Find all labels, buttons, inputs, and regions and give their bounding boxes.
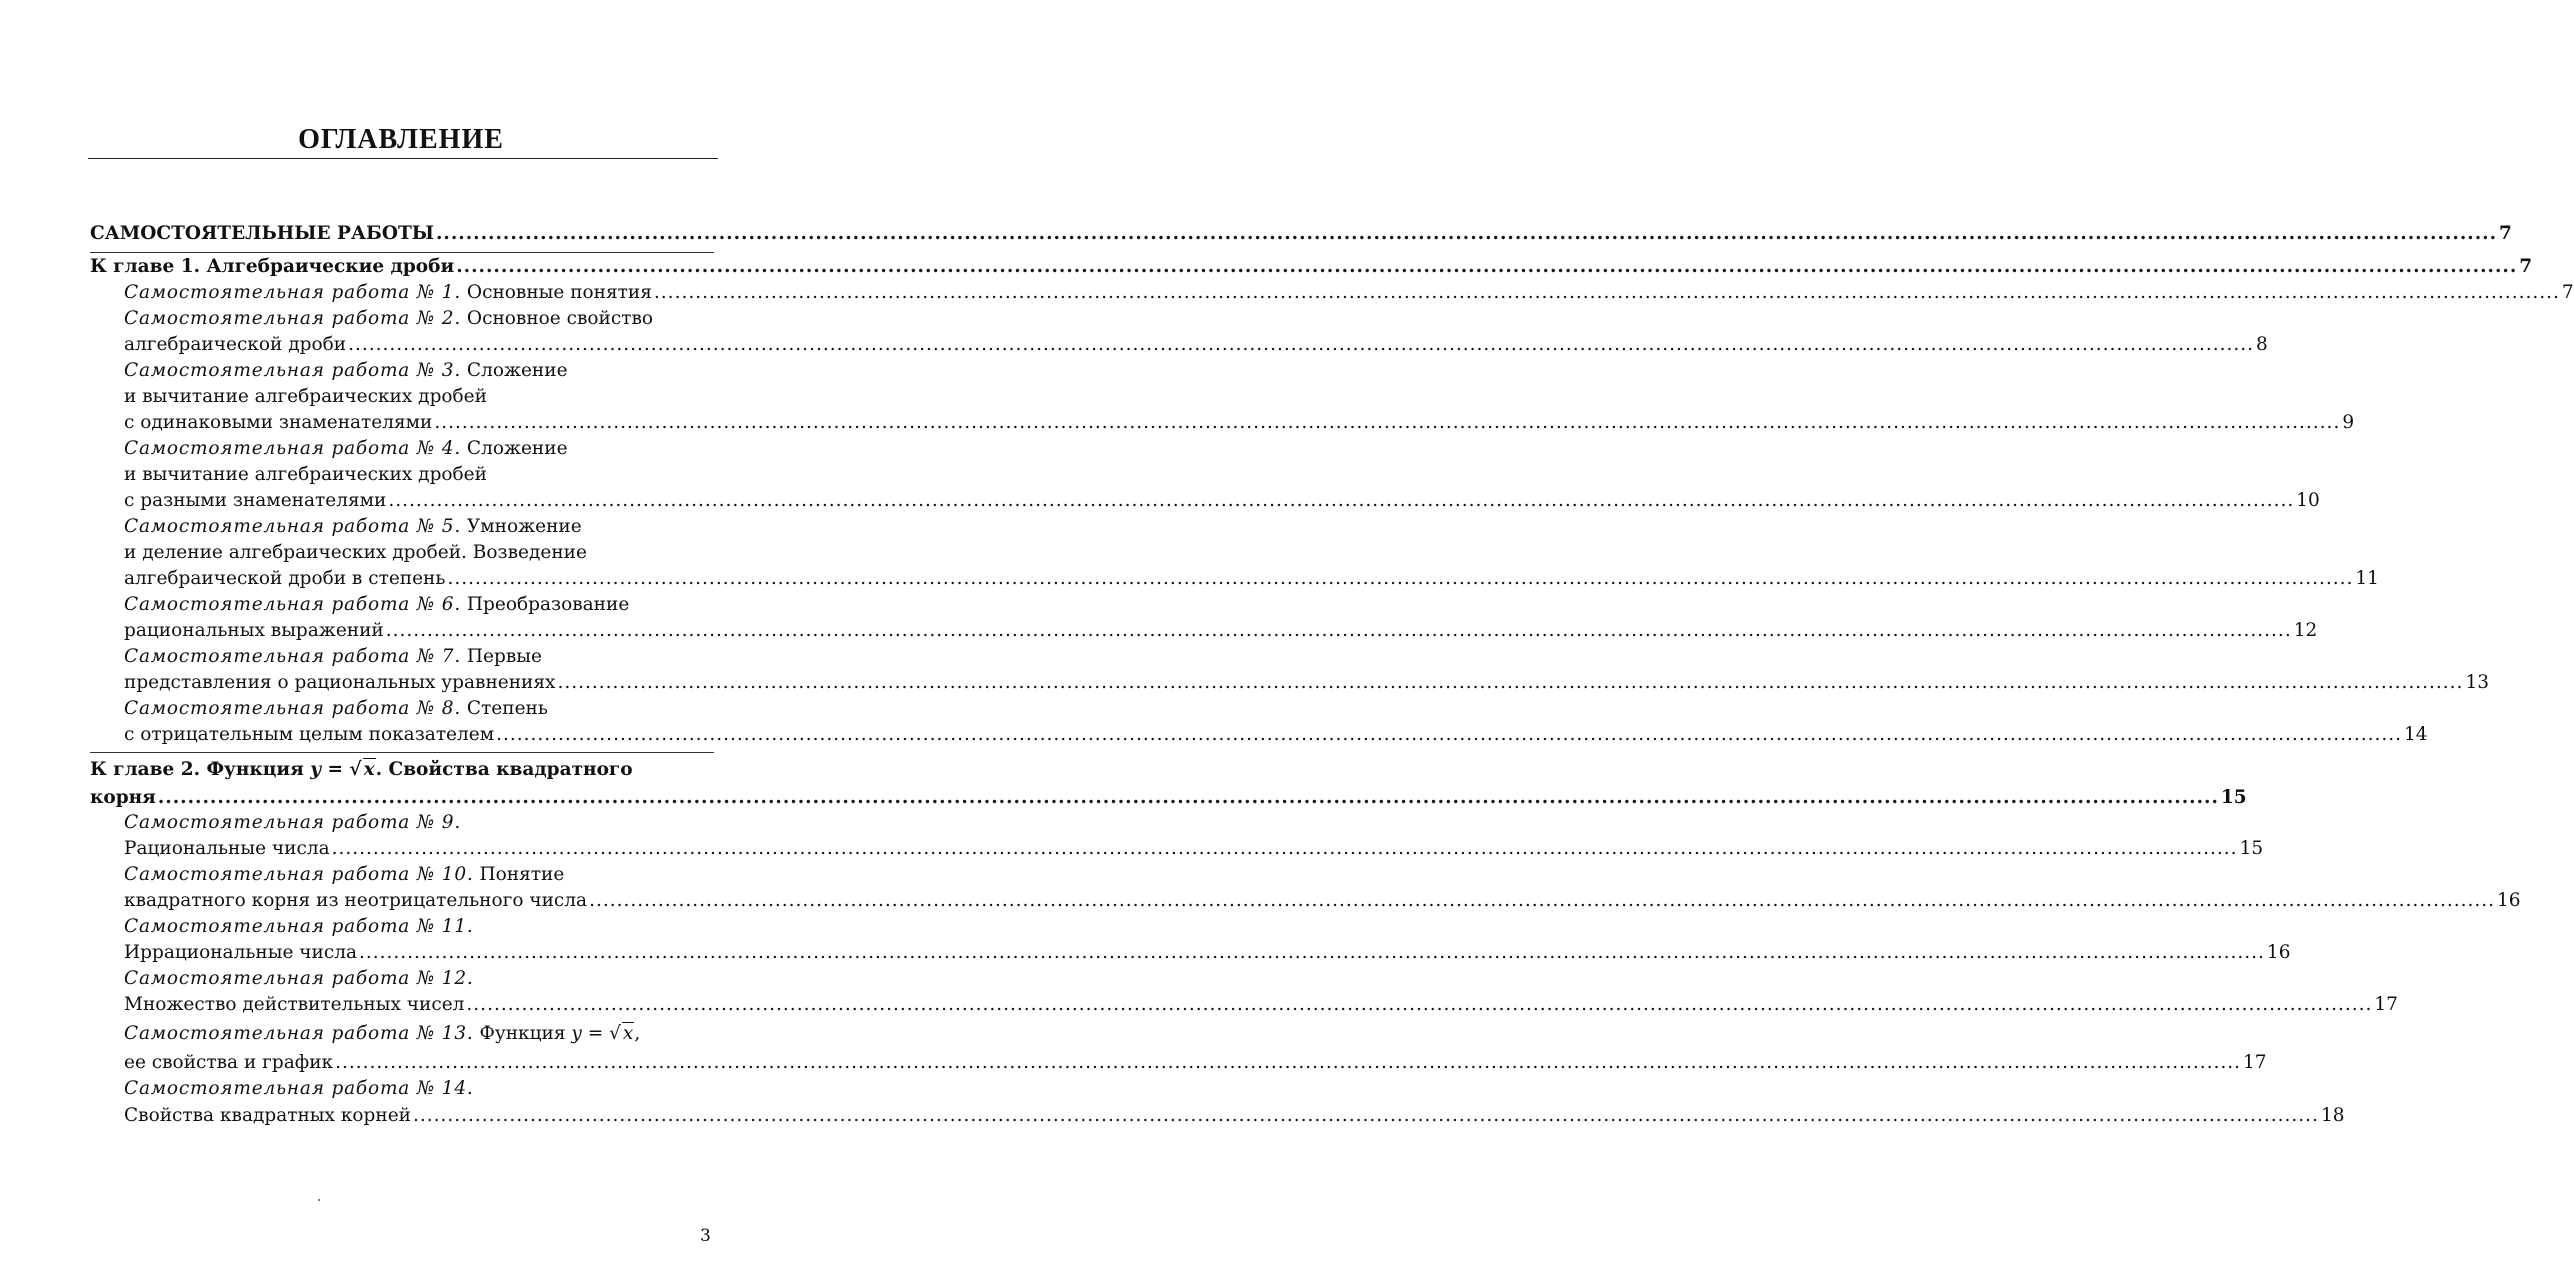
entry-title: алгебраической дроби в степень <box>124 568 446 589</box>
toc-entry-work-14[interactable] <box>0 1076 926 1102</box>
toc-entry-work-1[interactable] <box>0 280 2574 306</box>
entry-page: 15 <box>2220 787 2247 808</box>
entry-title: Основные понятия <box>461 282 652 303</box>
dot-leader <box>434 410 2340 436</box>
entry-page: 10 <box>2296 490 2320 511</box>
dot-leader <box>158 785 2219 811</box>
entry-title: Умножение <box>461 516 582 537</box>
entry-title: с одинаковыми знаменателями <box>124 412 433 433</box>
toc-entry-work-3-line2[interactable] <box>0 384 926 410</box>
entry-title: ее свойства и график <box>124 1052 334 1073</box>
dot-leader <box>654 280 2560 306</box>
separator <box>90 252 714 253</box>
entry-title: Свойства квадратных корней <box>124 1105 411 1126</box>
entry-title: с отрицательным целым показателем <box>124 724 495 745</box>
entry-title: К главе 2. Функция <box>90 759 311 780</box>
page-number: 3 <box>700 1226 711 1246</box>
entry-page: 7 <box>2499 223 2512 244</box>
entry-label: Самостоятельная работа № 14. <box>124 1078 474 1099</box>
toc-entry-work-11-cont[interactable] <box>0 940 2291 966</box>
formula: y = √ x <box>571 1023 634 1044</box>
toc-entry-work-14-cont[interactable] <box>0 1103 2345 1129</box>
dot-leader <box>413 1103 2319 1129</box>
toc-entry-work-3-cont[interactable] <box>0 410 2355 436</box>
dot-leader <box>496 722 2402 748</box>
dot-leader <box>466 992 2372 1018</box>
entry-label: Самостоятельная работа № 5. <box>124 516 462 537</box>
toc-entry-section[interactable] <box>0 221 2512 247</box>
entry-title: и деление алгебраических дробей. Возведение <box>124 542 587 563</box>
entry-page: 17 <box>2243 1052 2267 1073</box>
entry-label: Самостоятельная работа № 9. <box>124 812 462 833</box>
entry-label: Самостоятельная работа № 1. <box>124 282 462 303</box>
entry-title: САМОСТОЯТЕЛЬНЫЕ РАБОТЫ <box>90 223 434 244</box>
entry-title: К главе 1. Алгебраические дроби <box>90 256 455 277</box>
entry-title: Сложение <box>461 438 568 459</box>
toc-entry-work-13[interactable]: Самостоятельная работа № 13. Функция y = √ x, <box>0 1021 926 1047</box>
title-underline <box>88 158 718 159</box>
dot-leader <box>436 221 2497 247</box>
entry-title: корня <box>90 787 156 808</box>
entry-label: Самостоятельная работа № 4. <box>124 438 462 459</box>
toc-entry-work-8-cont[interactable] <box>0 722 2428 748</box>
entry-title: с разными знаменателями <box>124 490 387 511</box>
dot-leader <box>589 888 2495 914</box>
entry-title: квадратного корня из неотрицательного числа <box>124 890 588 911</box>
entry-label: Самостоятельная работа № 7. <box>124 646 462 667</box>
entry-page: 18 <box>2320 1105 2345 1126</box>
entry-label: Самостоятельная работа № 6. <box>124 594 462 615</box>
toc-entry-work-10[interactable] <box>0 862 926 888</box>
toc-entry-work-8[interactable] <box>0 696 926 722</box>
entry-label: Самостоятельная работа № 11. <box>124 916 474 937</box>
toc-entry-work-4-cont[interactable] <box>0 488 2320 514</box>
entry-title: Рациональные числа <box>124 838 330 859</box>
toc-entry-work-7[interactable] <box>0 644 926 670</box>
entry-title: Основное свойство <box>461 308 654 329</box>
entry-title: Иррациональные числа <box>124 942 357 963</box>
formula: y = √ x <box>310 759 375 780</box>
toc-entry-work-9-cont[interactable] <box>0 836 2264 862</box>
entry-title: Первые <box>461 646 542 667</box>
entry-label: Самостоятельная работа № 8. <box>124 698 462 719</box>
entry-page: 14 <box>2404 724 2428 745</box>
toc-entry-work-2[interactable] <box>0 306 926 332</box>
entry-title: и вычитание алгебраических дробей <box>124 386 487 407</box>
entry-title: Сложение <box>461 360 568 381</box>
toc-entry-work-6-cont[interactable] <box>0 618 2318 644</box>
print-speck <box>318 1199 320 1201</box>
dot-leader <box>386 618 2292 644</box>
entry-page: 17 <box>2374 994 2398 1015</box>
toc-entry-work-6[interactable] <box>0 592 926 618</box>
entry-title: алгебраической дроби <box>124 334 347 355</box>
toc-entry-work-7-cont[interactable] <box>0 670 2489 696</box>
entry-label: Самостоятельная работа № 3. <box>124 360 462 381</box>
entry-label: Самостоятельная работа № 2. <box>124 308 462 329</box>
page-title: ОГЛАВЛЕНИЕ <box>298 124 504 155</box>
entry-page: 7 <box>2519 256 2533 277</box>
entry-page: 15 <box>2239 838 2264 859</box>
dot-leader <box>456 254 2517 280</box>
entry-title: Функция <box>473 1023 572 1044</box>
toc-entry-chapter-2-cont[interactable] <box>0 785 2247 811</box>
entry-page: 7 <box>2561 282 2574 303</box>
dot-leader <box>558 670 2464 696</box>
entry-title: Понятие <box>473 864 565 885</box>
entry-title: рациональных выражений <box>124 620 384 641</box>
entry-label: Самостоятельная работа № 10. <box>124 864 474 885</box>
toc-entry-work-12[interactable] <box>0 966 926 992</box>
toc-entry-work-10-cont[interactable] <box>0 888 2521 914</box>
toc-entry-work-5-cont[interactable] <box>0 566 2379 592</box>
toc-entry-work-4-line2[interactable] <box>0 462 926 488</box>
dot-leader <box>447 566 2353 592</box>
entry-page: 16 <box>2266 942 2291 963</box>
toc-entry-work-4[interactable] <box>0 436 926 462</box>
dot-leader <box>332 836 2238 862</box>
entry-title: Множество действительных чисел <box>124 994 465 1015</box>
toc-entry-work-9[interactable] <box>0 810 926 836</box>
entry-title-rest: . Свойства квадратного <box>375 759 633 780</box>
entry-title: Преобразование <box>461 594 630 615</box>
toc-entry-chapter-2[interactable] <box>0 757 892 783</box>
entry-page: 8 <box>2256 334 2268 355</box>
separator <box>90 752 714 753</box>
dot-leader <box>348 332 2254 358</box>
toc-entry-work-5-line2[interactable] <box>0 540 926 566</box>
entry-page: 9 <box>2342 412 2355 433</box>
entry-page: 13 <box>2465 672 2489 693</box>
dot-leader <box>359 940 2265 966</box>
entry-label: Самостоятельная работа № 12. <box>124 968 474 989</box>
toc-entry-work-2-cont[interactable] <box>0 332 2268 358</box>
sqrt-sign: √ <box>609 1023 621 1044</box>
toc-entry-work-11[interactable] <box>0 914 926 940</box>
entry-page: 12 <box>2293 620 2318 641</box>
entry-title: Степень <box>461 698 548 719</box>
entry-title: представления о рациональных уравнениях <box>124 672 556 693</box>
entry-title: и вычитание алгебраических дробей <box>124 464 487 485</box>
entry-page: 16 <box>2497 890 2521 911</box>
toc-entry-work-5[interactable] <box>0 514 926 540</box>
sqrt-sign: √ <box>349 759 362 780</box>
toc-entry-work-12-cont[interactable] <box>0 992 2398 1018</box>
toc-entry-chapter-1[interactable] <box>0 254 2533 280</box>
dot-leader <box>335 1050 2241 1076</box>
dot-leader <box>388 488 2294 514</box>
toc-entry-work-13-cont[interactable] <box>0 1050 2267 1076</box>
entry-page: 11 <box>2355 568 2379 589</box>
entry-label: Самостоятельная работа № 13. <box>124 1023 474 1044</box>
toc-entry-work-3[interactable] <box>0 358 926 384</box>
